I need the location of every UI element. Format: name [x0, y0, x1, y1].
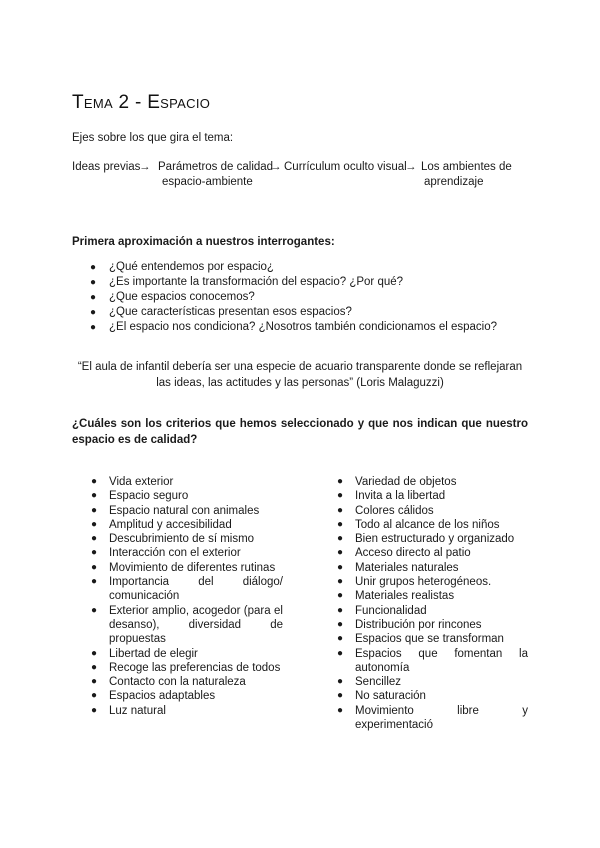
- bullet-icon: ●: [90, 292, 97, 303]
- questions-list: [72, 260, 532, 335]
- page-title: Tema 2 - Espacio: [72, 92, 211, 113]
- list-item: ● Vida exterior: [91, 476, 174, 488]
- criteria-list-right: [337, 475, 528, 732]
- malaguzzi-quote: “El aula de infantil debería ser una especie de acuario transparente donde se reflejaran las ideas, las actitudes y las personas” (Loris Malaguzzi): [77, 361, 523, 389]
- list-item: ● Descubrimiento de sí mismo: [91, 533, 255, 546]
- bullet-icon: ●: [337, 576, 344, 588]
- list-item: ● Movimiento de diferentes rutinas: [91, 561, 276, 574]
- bullet-icon: ●: [90, 262, 97, 273]
- list-item: ● ¿Que características presentan esos espacios?: [90, 306, 352, 318]
- section-heading-interrogantes: Primera aproximación a nuestros interrogantes:: [72, 236, 335, 248]
- flow-arrow-3: →: [405, 161, 417, 173]
- bullet-icon: ●: [91, 476, 98, 487]
- list-item: ● Sencillez: [337, 676, 402, 689]
- list-item: ● Libertad de elegir: [91, 647, 198, 660]
- list-item: ● Variedad de objetos: [337, 476, 457, 488]
- list-item: ● ¿Que espacios conocemos?: [90, 291, 255, 303]
- bullet-icon: ●: [90, 307, 97, 318]
- bullet-icon: ●: [91, 676, 98, 688]
- bullet-icon: ●: [91, 704, 98, 716]
- bullet-icon: ●: [337, 504, 344, 516]
- list-item: ● Funcionalidad: [337, 604, 427, 617]
- bullet-icon: ●: [337, 561, 344, 573]
- bullet-icon: ●: [91, 690, 98, 702]
- bullet-icon: ●: [91, 547, 98, 559]
- list-item: ● Materiales realistas: [337, 590, 455, 603]
- flow-item-parametros-line2: espacio-ambiente: [162, 176, 253, 188]
- list-item: ● Importancia del diálogo/ comunicación: [91, 576, 283, 603]
- bullet-icon: ●: [337, 547, 344, 559]
- bullet-icon: ●: [90, 277, 97, 288]
- bullet-icon: ●: [337, 476, 344, 487]
- list-item: ● Espacio seguro: [91, 490, 189, 503]
- bullet-icon: ●: [90, 322, 97, 333]
- list-item: ● Espacios que fomentan la autonomía: [337, 647, 528, 674]
- flow-arrow-2: →: [270, 161, 282, 173]
- list-item: ● Bien estructurado y organizado: [337, 533, 515, 546]
- list-item: ● Unir grupos heterogéneos.: [337, 576, 492, 589]
- list-item: ● Exterior amplio, acogedor (para el desanso), diversidad de propuestas: [91, 604, 283, 646]
- bullet-icon: ●: [337, 633, 344, 645]
- list-item: ● No saturación: [337, 690, 426, 703]
- intro-text: Ejes sobre los que gira el tema:: [72, 132, 234, 144]
- bullet-icon: ●: [337, 604, 344, 616]
- bullet-icon: ●: [91, 647, 98, 659]
- flow-item-curriculum: Currículum oculto visual: [284, 161, 407, 173]
- flow-item-ideas-previas: Ideas previas: [72, 161, 141, 173]
- list-item: ● ¿Qué entendemos por espacio¿: [90, 261, 274, 273]
- bullet-icon: ●: [91, 576, 98, 588]
- bullet-icon: ●: [91, 561, 98, 573]
- bullet-icon: ●: [91, 518, 98, 530]
- bullet-icon: ●: [91, 661, 98, 673]
- list-item: ● Espacios que se transforman: [337, 633, 504, 646]
- list-item: ● ¿Es importante la transformación del espacio? ¿Por qué?: [90, 276, 404, 288]
- bullet-icon: ●: [337, 704, 344, 716]
- list-item: ● Contacto con la naturaleza: [91, 676, 246, 689]
- flow-item-ambientes-line2: aprendizaje: [424, 176, 484, 188]
- list-item: ● Luz natural: [91, 704, 166, 717]
- list-item: ● Todo al alcance de los niños: [337, 518, 500, 531]
- list-item: ● Distribución por rincones: [337, 618, 482, 631]
- criteria-list-left: [91, 475, 283, 718]
- bullet-icon: ●: [337, 590, 344, 602]
- list-item: ● Amplitud y accesibilidad: [91, 518, 232, 531]
- list-item: ● Acceso directo al patio: [337, 547, 471, 560]
- bullet-icon: ●: [337, 647, 344, 659]
- list-item: ● Materiales naturales: [337, 561, 459, 574]
- bullet-icon: ●: [337, 490, 344, 502]
- list-item: ● Interacción con el exterior: [91, 547, 241, 560]
- bullet-icon: ●: [91, 604, 98, 616]
- flow-arrow-1: →: [139, 161, 151, 173]
- flow-item-parametros-line1: Parámetros de calidad: [158, 161, 274, 173]
- bullet-icon: ●: [337, 518, 344, 530]
- flow-item-ambientes-line1: Los ambientes de: [421, 161, 512, 173]
- list-item: ● Espacios adaptables: [91, 690, 216, 703]
- bullet-icon: ●: [337, 690, 344, 702]
- concept-flow: [72, 160, 542, 194]
- bullet-icon: ●: [337, 676, 344, 688]
- list-item: ● Recoge las preferencias de todos: [91, 661, 281, 674]
- list-item: ● Invita a la libertad: [337, 490, 446, 503]
- list-item: ● ¿El espacio nos condiciona? ¿Nosotros también condicionamos el espacio?: [90, 321, 498, 333]
- bullet-icon: ●: [337, 533, 344, 545]
- bullet-icon: ●: [91, 504, 98, 516]
- bullet-icon: ●: [337, 618, 344, 630]
- bullet-icon: ●: [91, 490, 98, 502]
- list-item: ● Espacio natural con animales: [91, 504, 260, 517]
- list-item: ● Colores cálidos: [337, 504, 434, 517]
- list-item: ● Movimiento libre y experimentació: [337, 704, 528, 732]
- bullet-icon: ●: [91, 533, 98, 545]
- section-heading-criterios: ¿Cuáles son los criterios que hemos seleccionado y que nos indican que nuestro espacio es de calidad?: [72, 418, 528, 446]
